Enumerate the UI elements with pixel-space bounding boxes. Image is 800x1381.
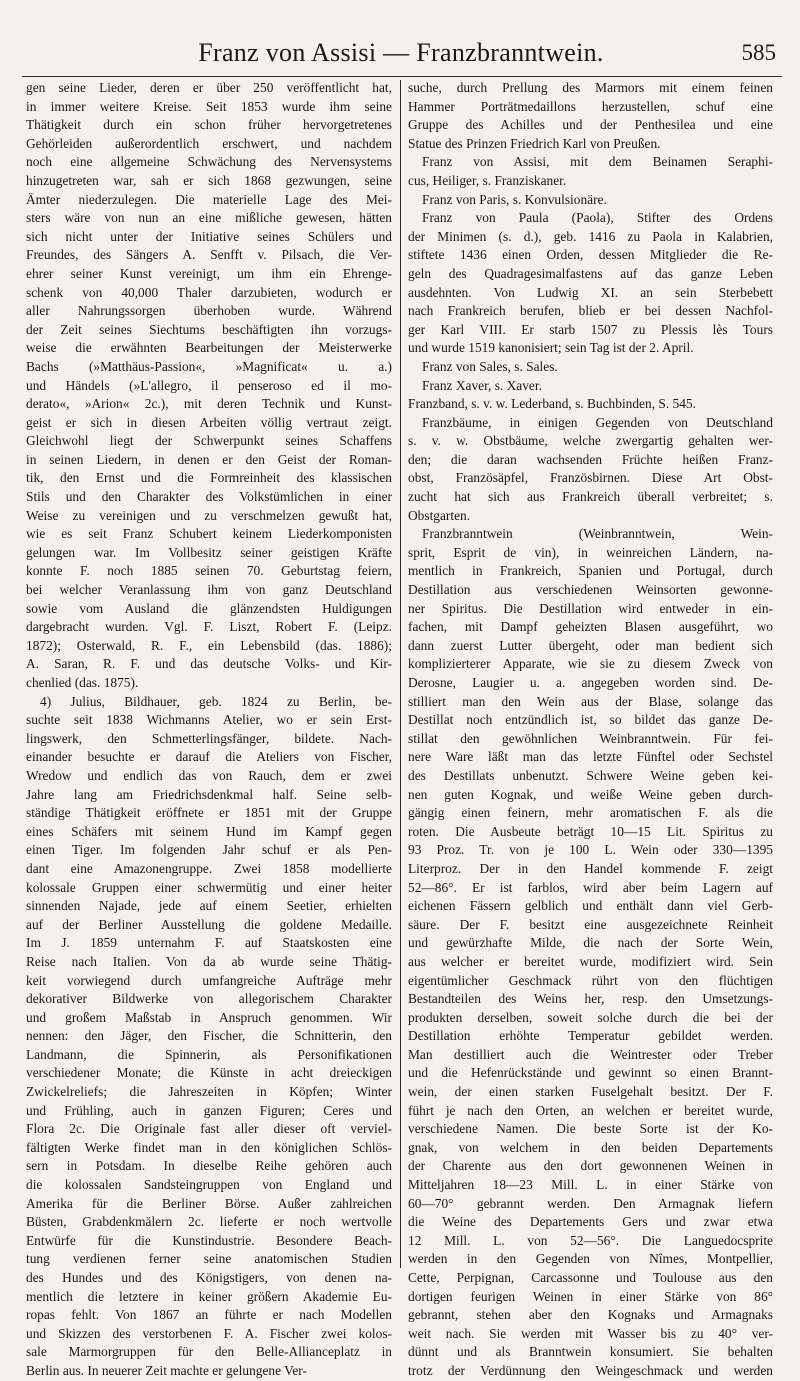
text-line: der Zeit seines Siechtums beschäftigten ihn vorzugs- [26,321,392,337]
text-line: führt je nach den Orten, an welchen er bereitet wurde, [408,1102,773,1118]
text-line: des Hundes und des Königstigers, von denen na- [26,1270,392,1285]
text-line: Cette, Perpignan, Carcassonne und Toulouse aus den [408,1270,773,1285]
text-line: cus, Heiliger, s. Franziskaner. [408,172,567,188]
text-line: einen Tiger. Im folgenden Jahr schuf er als Pen- [26,842,392,858]
text-line: mentlich in Frankreich, Spanien und Portugal, durch [408,563,773,579]
text-line: Man destilliert auch die Weintrester oder Treber [408,1046,773,1062]
text-line: sinnenden Najade, jede auf einem Seetier, erhielten [26,898,392,914]
text-line: sowie vom Ausland die glänzendsten Huldigungen [26,600,392,616]
text-line: suchte seit 1838 Wichmanns Atelier, wo er sein Erst- [26,712,392,728]
text-line: ständige Thätigkeit eröffnete er 1851 mit der Gruppe [26,805,392,821]
text-line: Franz von Assisi, mit dem Beinamen Seraphi- [422,154,773,170]
text-line: ger Karl VIII. Er starb 1507 zu Plessis lès Tours [408,321,773,337]
text-line: ehrer seiner Kunst vereinigt, um ihm ein Ehrenge- [26,265,392,281]
text-line: des Destillats unbenutzt. Schwere Weine geben kei- [408,767,773,783]
text-line: mentlich die letztere in keiner größern Akademie Eu- [26,1288,392,1304]
text-line: gen seine Lieder, deren er über 250 veröffentlicht hat, [26,80,392,95]
text-line: stillat den gewöhnlichen Weinbranntwein. Für fei- [408,730,773,746]
text-line: Reise nach Italien. Von da ab wurde seine Thätig- [26,953,392,969]
text-line: werden in den Gegenden von Nîmes, Montpellier, [408,1251,773,1267]
text-line: Mitteljahren 18—23 Mill. L. in einer Stärke von [408,1177,773,1193]
text-line: kolossale Gruppen einer schwermütig und einer heiter [26,879,392,895]
text-line: und Händels (»L'allegro, il penseroso ed il mo- [26,377,392,393]
text-line: gelungen war. Im Vollbesitz seiner geistigen Kräfte [26,544,392,560]
text-line: komplizierterer Apparate, wie sie zu diesem Zweck von [408,656,773,672]
text-line: keit vorwiegend durch umfangreiche Aufträge mehr [26,972,392,988]
text-line: 1872); Osterwald, R. F., ein Lebensbild (das. 1886); [26,637,392,653]
text-line: Bestandteilen des Weins her, resp. den Umsetzungs- [408,991,773,1007]
text-line: schenk von 40,000 Thaler darzubieten, wodurch er [26,284,392,300]
text-line: Büsten, Grabdenkmälern 2c. lieferte er noch wertvolle [26,1214,392,1230]
text-line: nennen: den Jäger, den Fischer, die Schnitterin, den [26,1028,392,1044]
text-line: und gewürzhafte Milde, die nach der Sorte Wein, [408,935,773,951]
text-line: dortigen feurigen Weinen in einer Stärke von 86° [408,1288,773,1304]
text-line: gängig einen feinern, mehr aromatischen F. als die [408,805,773,821]
text-line: Gruppe des Achilles und der Penthesilea und eine [408,117,773,133]
text-line: Franz von Paula (Paola), Stifter des Ordens [422,210,773,226]
text-line: Franz von Sales, s. Sales. [422,358,558,374]
text-line: Literproz. Der in den Handel kommende F. zeigt [408,860,773,876]
text-line: dant eine Amazonengruppe. Zwei 1858 modellierte [26,860,392,876]
text-line: Landmann, die Spinnerin, als Personifikationen [26,1046,392,1062]
text-line: gnak, von welchem in den beiden Departements [408,1139,773,1155]
text-line: bei welcher Veranlassung ihm von ganz Deutschland [26,582,392,598]
text-line: und Skizzen des verstorbenen F. A. Fischer zwei kolos- [26,1325,392,1341]
text-line: derato«, »Arion« 2c.), mit deren Technik und Kunst- [26,396,392,412]
text-line: tik, den Ernst und die Formreinheit des klassischen [26,470,392,486]
text-line: Wredow und endlich das von Rauch, dem er zwei [26,767,392,783]
text-line: sich nicht unter der Initiative seines Schülers und [26,228,392,244]
text-line: produkten derselben, soweit solche durch die bei der [408,1009,773,1025]
text-line: ner Spiritus. Die Destillation wird entweder in ein- [408,600,773,616]
text-line: ropas fehlt. Von 1867 an führte er nach Modellen [26,1307,392,1323]
text-line: Entwürfe für die Kunstindustrie. Besondere Beach- [26,1232,392,1248]
text-line: Franzbäume, in einigen Gegenden von Deutschland [422,414,773,430]
text-line: hinzugetreten war, sah er sich 1868 gezwungen, seine [26,172,392,188]
text-line: eichenen Fässern gelblich und enthält dann viel Gerb- [408,898,773,914]
text-line: und Frühling, auch in ganzen Figuren; Ceres und [26,1102,392,1118]
text-line: Derosne, Laugier u. a. angegeben worden sind. De- [408,675,773,690]
text-line: Im J. 1859 unternahm F. auf Staatskosten eine [26,935,392,951]
text-line: 93 Proz. Tr. von je 100 L. Wein oder 330—1395 [408,842,773,858]
text-line: verschiedener Monate; die Künste in acht dreieckigen [26,1065,392,1081]
text-line: weit nach. Sie werden mit Wasser bis zu 40° ver- [408,1325,773,1341]
text-line: Ämter niederzulegen. Die materielle Lage des Mei- [26,191,392,207]
text-line: eines Schäfers mit seinem Hund im Kampf gegen [26,823,392,839]
text-line: gebrannt, stehen aber den Kognaks und Armagnaks [408,1307,773,1323]
column-divider [400,80,401,1268]
text-line: Stils und den Charakter des Volkstümlichen in einer [26,489,392,505]
text-line: säure. Der F. besitzt eine ausgezeichnete Reinheit [408,916,773,932]
text-line: Gleichwohl liegt der Schwerpunkt seines Schaffens [26,433,392,449]
text-line: tung verdienen ferner seine anatomischen Studien [26,1251,392,1267]
text-line: sale Marmorgruppen für den Belle-Allianceplatz in [26,1344,392,1360]
header-rule [22,76,782,77]
text-line: die Weine des Departements Gers und zwar etwa [408,1214,773,1230]
text-line: Thätigkeit durch ein schon früher hervorgetretenes [26,117,392,133]
text-line: der Minimen (s. d.), geb. 1416 zu Paola in Kalabrien, [408,228,773,244]
text-line: in seinen Liedern, in denen er den Geist der Roman- [26,451,392,467]
text-line: stilliert man den Wein aus der Blase, solange das [408,693,773,709]
text-line: stiftete 1436 einen Orden, dessen Mitglieder die Re- [408,247,773,263]
text-line: fältigten Werke findet man in den königlichen Schlös- [26,1139,392,1155]
text-line: weise die erwähnten Bearbeitungen der Meisterwerke [26,340,392,356]
right-column [408,79,773,1378]
page-header [22,38,780,74]
text-line: A. Saran, R. F. und das deutsche Volks- und Kir- [26,656,392,672]
text-line: aus welcher er bereitet wurde, modifiziert wird. Sein [408,953,773,969]
text-line: nere Ware läßt man das letzte Fünftel oder Sechstel [408,749,773,765]
text-line: trotz der Verdünnung den Weingeschmack und werden [408,1362,773,1378]
text-line: in immer weitere Kreise. Seit 1853 wurde ihm seine [26,98,392,114]
text-line: nen guten Kognak, und weiße Weine geben durch- [408,786,773,802]
text-line: dann zuerst Lutter übergeht, oder man bedient sich [408,637,773,653]
text-line: s. v. w. Obstbäume, welche zwergartig gehalten wer- [408,433,773,449]
text-line: Statue des Prinzen Friedrich Karl von Preußen. [408,135,661,151]
text-line: roten. Die Ausbeute beträgt 10—15 Lit. Spiritus zu [408,823,773,839]
text-line: geln des Quadragesimalfastens auf das ganze Leben [408,265,773,281]
text-line: konnte F. noch 1885 seinen 70. Geburtstag feiern, [26,563,392,579]
text-line: 4) Julius, Bildhauer, geb. 1824 zu Berlin, be- [40,693,392,709]
left-column [26,79,392,1378]
text-line: geist er sich in diesen Arbeiten völlig vertraut zeigt. [26,414,392,430]
text-line: sprit, Esprit de vin), in weinreichen Ländern, na- [408,544,773,560]
running-title: Franz von Assisi — Franzbranntwein. [198,38,604,67]
text-line: Freundes, des Sängers A. Senfft v. Pilsach, die Ver- [26,247,392,263]
text-line: Amerika für die Berliner Börse. Außer zahlreichen [26,1195,392,1211]
text-line: und großem Maßstab in Anspruch genommen. Wir [26,1009,392,1025]
text-line: und wurde 1519 kanonisiert; sein Tag ist der 2. April. [408,340,694,356]
text-line: sern in Potsdam. In dieselbe Reihe gehören auch [26,1158,392,1174]
text-line: wein, der einen starken Fuselgehalt besitzt. Der F. [408,1084,773,1100]
text-line: Franzbranntwein (Weinbranntwein, Wein- [422,526,773,542]
text-line: Franzband, s. v. w. Lederband, s. Buchbinden, S. 545. [408,396,696,412]
text-line: und die Hefenrückstände und gewinnt so einen Brannt- [408,1065,773,1081]
text-line: eigentümlicher Geschmack rührt von den flüchtigen [408,972,773,988]
text-line: Destillation erhöhte Temperatur gebildet werden. [408,1028,773,1044]
text-line: dünnt und als Branntwein konsumiert. Sie behalten [408,1344,773,1360]
text-line: chenlied (das. 1875). [26,675,139,690]
text-line: Hammer Porträtmedaillons herzustellen, schuf eine [408,98,773,114]
text-line: Destillation aus verschiedenen Weinsorten gewonne- [408,582,773,598]
text-line: nach Frankreich berufen, blieb er bei dessen Nachfol- [408,303,773,319]
text-line: sters wäre von nun an eine mißliche gewesen, hätten [26,210,392,226]
text-line: 60—70° gebrannt werden. Den Armagnak liefern [408,1195,773,1211]
text-line: die kolossalen Sandsteingruppen von England und [26,1177,392,1193]
text-line: verschiedene Namen. Die beste Sorte ist der Ko- [408,1121,773,1137]
text-line: Zwickelreliefs; die Jahreszeiten in Köpfen; Winter [26,1084,392,1100]
text-line: Obstgarten. [408,507,471,523]
text-line: suche, durch Prellung des Marmors mit einem feinen [408,80,773,95]
text-line: der Charente aus den dort gewonnenen Weinen in [408,1158,773,1174]
text-line: Gehörleiden außerordentlich erschwert, und nachdem [26,135,392,151]
text-line: zucht hat sich aus Frankreich überall verbreitet; s. [408,489,773,505]
text-line: dargebracht wurden. Vgl. F. Liszt, Robert F. (Leipz. [26,619,392,635]
text-line: obst, Französäpfel, Französbirnen. Diese Art Obst- [408,470,773,486]
text-line: ausdehnten. Von Ludwig XI. an sein Sterbebett [408,284,773,300]
text-line: Bachs (»Matthäus-Passion«, »Magnificat« u. a.) [26,358,392,374]
text-line: einander besuchte er darauf die Ateliers von Fischer, [26,749,392,765]
text-line: Franz von Paris, s. Konvulsionäre. [422,191,607,207]
text-line: Destillat noch entzündlich ist, so bildet das ganze De- [408,712,773,728]
text-line: den; die daran wachsenden Früchte heißen Franz- [408,451,773,467]
text-line: fachen, mit Dampf geheizten Blasen ausgeführt, wo [408,619,773,635]
text-line: Jahre lang am Friedrichsdenkmal half. Seine selb- [26,786,392,802]
text-line: lingswerk, den Schmetterlingsfänger, bildete. Nach- [26,730,392,746]
text-line: Berlin aus. In neuerer Zeit machte er gelungene Ver- [26,1362,307,1378]
text-line: wie es seit Franz Schubert keinem Liederkomponisten [26,526,392,542]
text-line: aller Nahrungssorgen überhoben wurde. Während [26,303,392,319]
text-line: Weise zu vereinigen und zu verschmelzen gewußt hat, [26,507,392,523]
text-line: Flora 2c. Die Originale fast aller dieser oft verviel- [26,1121,392,1137]
text-line: 12 Mill. L. von 52—56°. Die Languedocsprite [408,1232,773,1248]
text-line: dekorativer Bildwerke von allegorischem Charakter [26,991,392,1007]
page-number: 585 [741,40,776,65]
text-line: Franz Xaver, s. Xaver. [422,377,542,393]
text-line: noch eine allgemeine Schwächung des Nervensystems [26,154,392,170]
text-line: 52—86°. Er ist farblos, wird aber beim Lagern auf [408,879,773,895]
text-line: auf der Berliner Ausstellung die goldene Medaille. [26,916,392,932]
